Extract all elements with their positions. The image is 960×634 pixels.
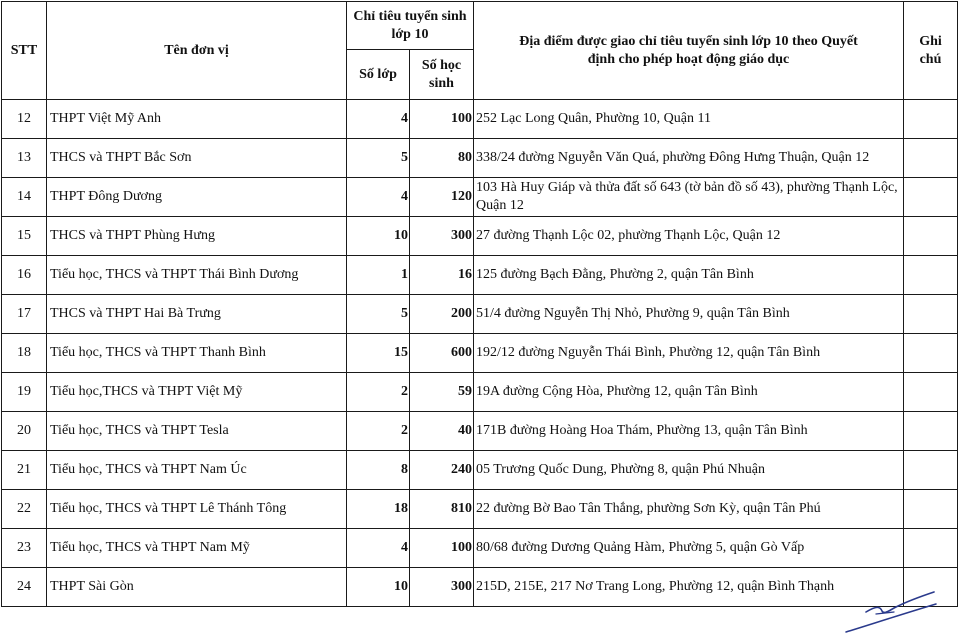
header-location: Địa điểm được giao chỉ tiêu tuyển sinh lớp 10 theo Quyết định cho phép hoạt động giáo dục [474,2,904,100]
row-address: 215D, 215E, 217 Nơ Trang Long, Phường 12, quận Bình Thạnh [474,568,904,607]
row-stt: 24 [2,568,47,607]
row-unit-name: Tiểu học, THCS và THPT Nam Úc [47,451,347,490]
table-row [2,100,958,139]
row-address: 338/24 đường Nguyễn Văn Quá, phường Đông Hưng Thuận, Quận 12 [474,139,904,178]
row-num-classes: 4 [347,529,410,568]
table-row [2,529,958,568]
table-row [2,373,958,412]
table-row [2,256,958,295]
row-num-classes: 10 [347,568,410,607]
row-unit-name: Tiểu học,THCS và THPT Việt Mỹ [47,373,347,412]
row-stt: 16 [2,256,47,295]
row-note [904,490,958,529]
row-address: 171B đường Hoàng Hoa Thám, Phường 13, quận Tân Bình [474,412,904,451]
table-row [2,295,958,334]
row-note [904,217,958,256]
row-num-students: 120 [410,178,474,217]
header-num-students: Số học sinh [410,50,474,100]
row-note [904,412,958,451]
row-address: 192/12 đường Nguyễn Thái Bình, Phường 12, quận Tân Bình [474,334,904,373]
row-stt: 13 [2,139,47,178]
row-num-students: 200 [410,295,474,334]
row-stt: 19 [2,373,47,412]
header-unit-name: Tên đơn vị [47,2,347,100]
row-num-students: 100 [410,100,474,139]
row-address: 103 Hà Huy Giáp và thửa đất số 643 (tờ bản đồ số 43), phường Thạnh Lộc, Quận 12 [474,178,904,217]
table-row [2,334,958,373]
row-stt: 15 [2,217,47,256]
row-num-students: 80 [410,139,474,178]
row-num-classes: 15 [347,334,410,373]
row-num-classes: 5 [347,139,410,178]
row-num-students: 810 [410,490,474,529]
row-stt: 14 [2,178,47,217]
row-unit-name: THPT Sài Gòn [47,568,347,607]
header-row-1 [2,2,958,50]
row-stt: 20 [2,412,47,451]
row-address: 51/4 đường Nguyễn Thị Nhỏ, Phường 9, quận Tân Bình [474,295,904,334]
row-num-students: 16 [410,256,474,295]
table-row [2,412,958,451]
row-stt: 21 [2,451,47,490]
table-row [2,139,958,178]
header-quota-group: Chỉ tiêu tuyển sinh lớp 10 [347,2,474,50]
row-note [904,256,958,295]
row-num-students: 300 [410,217,474,256]
row-stt: 12 [2,100,47,139]
row-note [904,139,958,178]
row-address: 252 Lạc Long Quân, Phường 10, Quận 11 [474,100,904,139]
row-num-classes: 8 [347,451,410,490]
row-address: 80/68 đường Dương Quảng Hàm, Phường 5, quận Gò Vấp [474,529,904,568]
row-note [904,295,958,334]
row-num-classes: 1 [347,256,410,295]
row-stt: 22 [2,490,47,529]
table-row [2,451,958,490]
table-row [2,490,958,529]
row-num-classes: 4 [347,178,410,217]
row-address: 22 đường Bờ Bao Tân Thắng, phường Sơn Kỳ, quận Tân Phú [474,490,904,529]
table-row [2,568,958,607]
header-stt: STT [2,2,47,100]
header-notes: Ghi chú [904,2,958,100]
row-unit-name: THPT Việt Mỹ Anh [47,100,347,139]
row-note [904,178,958,217]
row-unit-name: Tiểu học, THCS và THPT Nam Mỹ [47,529,347,568]
row-num-students: 240 [410,451,474,490]
row-num-students: 100 [410,529,474,568]
table-row [2,178,958,217]
row-note [904,100,958,139]
row-unit-name: THCS và THPT Hai Bà Trưng [47,295,347,334]
row-address: 05 Trương Quốc Dung, Phường 8, quận Phú Nhuận [474,451,904,490]
row-unit-name: Tiểu học, THCS và THPT Thái Bình Dương [47,256,347,295]
row-stt: 18 [2,334,47,373]
row-unit-name: THPT Đông Dương [47,178,347,217]
table-body [2,100,958,607]
row-num-classes: 18 [347,490,410,529]
row-address: 125 đường Bạch Đằng, Phường 2, quận Tân Bình [474,256,904,295]
row-address: 27 đường Thạnh Lộc 02, phường Thạnh Lộc, Quận 12 [474,217,904,256]
row-stt: 23 [2,529,47,568]
row-note [904,334,958,373]
row-note [904,373,958,412]
signature-icon [836,586,946,634]
row-num-classes: 10 [347,217,410,256]
row-unit-name: Tiểu học, THCS và THPT Tesla [47,412,347,451]
row-num-classes: 2 [347,412,410,451]
row-num-students: 600 [410,334,474,373]
row-unit-name: Tiểu học, THCS và THPT Lê Thánh Tông [47,490,347,529]
row-num-classes: 2 [347,373,410,412]
row-num-classes: 4 [347,100,410,139]
enrollment-quota-table [1,1,958,607]
row-num-students: 40 [410,412,474,451]
row-unit-name: THCS và THPT Phùng Hưng [47,217,347,256]
row-note [904,451,958,490]
row-unit-name: Tiểu học, THCS và THPT Thanh Bình [47,334,347,373]
row-stt: 17 [2,295,47,334]
row-num-students: 59 [410,373,474,412]
row-note [904,529,958,568]
table-row [2,217,958,256]
header-num-classes: Số lớp [347,50,410,100]
row-unit-name: THCS và THPT Bắc Sơn [47,139,347,178]
row-address: 19A đường Cộng Hòa, Phường 12, quận Tân Bình [474,373,904,412]
row-num-students: 300 [410,568,474,607]
row-num-classes: 5 [347,295,410,334]
